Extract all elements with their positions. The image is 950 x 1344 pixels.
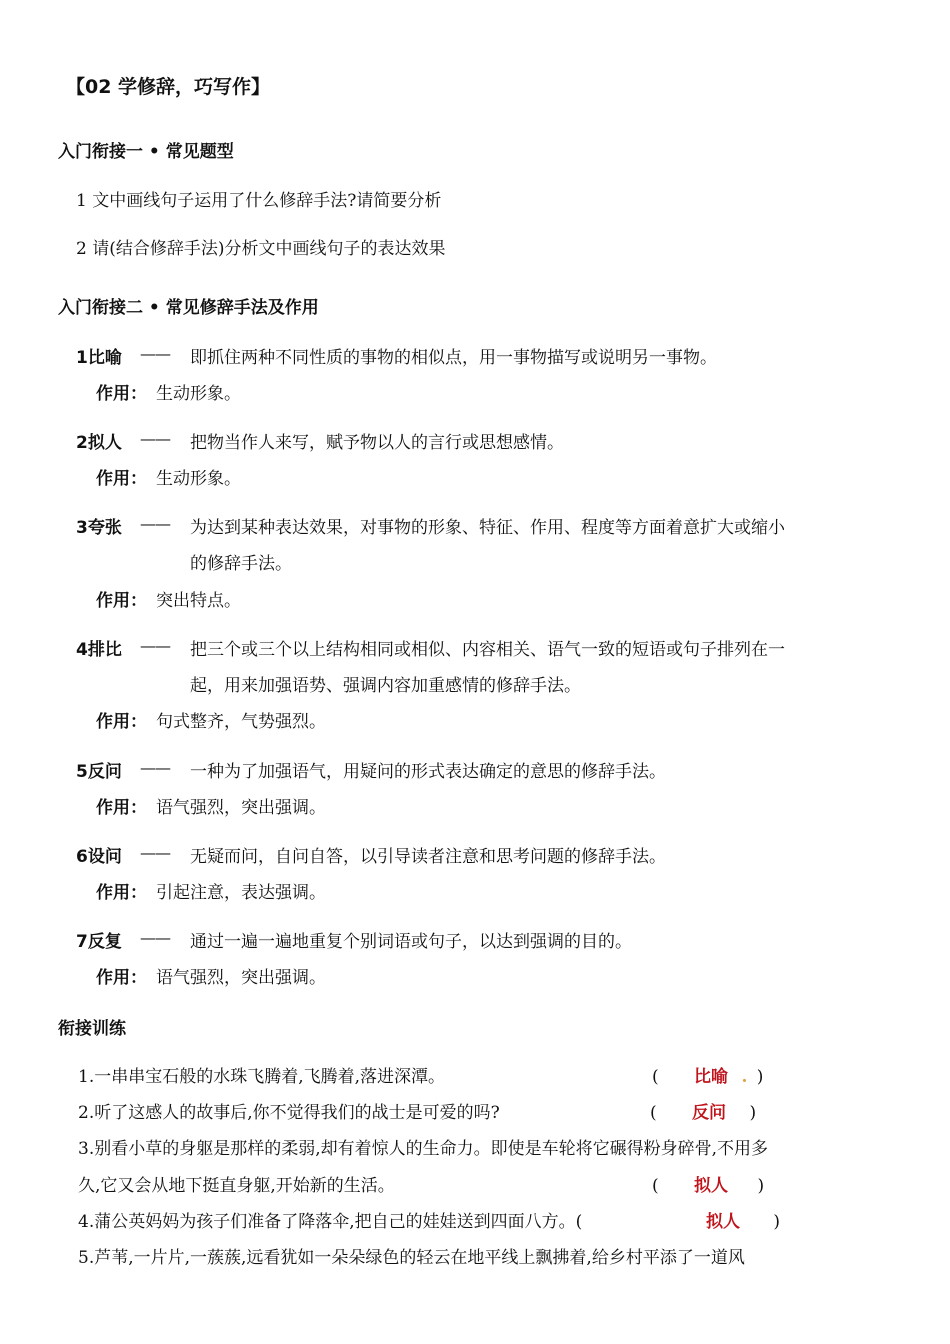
device-7-term: [76, 927, 122, 952]
exercise-3-line1: 3.别看小草的身躯是那样的柔弱,却有着惊人的生命力。即使是车轮将它碾得粉身碎骨,不用多: [78, 1139, 769, 1159]
answer-value: 拟人: [706, 1212, 740, 1232]
exercise-4-answer: [706, 1207, 780, 1232]
exercise-2: 2.听了这感人的故事后,你不觉得我们的战士是可爱的吗?: [78, 1103, 500, 1123]
device-1-effect: 生动形象。: [156, 384, 241, 404]
device-name: 拟人: [87, 433, 122, 453]
device-name: 排比: [87, 640, 122, 660]
effect-label: 作用：: [96, 798, 147, 818]
effect-label: 作用：: [96, 883, 147, 903]
device-2-term: [76, 428, 122, 453]
effect-label: 作用：: [96, 469, 147, 489]
paren-close: ): [757, 1176, 765, 1196]
device-6-term: [76, 842, 122, 867]
exercise-1-answer: [652, 1062, 763, 1087]
device-3-def-line2: 的修辞手法。: [190, 554, 292, 574]
device-3-def-line1: 为达到某种表达效果，对事物的形象、特征、作用、程度等方面着意扩大或缩小: [190, 518, 785, 538]
answer-value: 反问: [692, 1103, 727, 1123]
effect-label: 作用：: [96, 968, 147, 988]
exercise-4: 4.蒲公英妈妈为孩子们准备了降落伞,把自己的娃娃送到四面八方。(: [78, 1212, 583, 1232]
paren-open: (: [652, 1176, 659, 1196]
training-heading: 衔接训练: [58, 1019, 126, 1039]
answer-value: 比喻: [694, 1067, 729, 1087]
paren-close: ): [756, 1067, 764, 1087]
device-5-term: [76, 757, 122, 782]
section1-heading: 入门衔接一 • 常见题型: [58, 142, 234, 162]
exercise-3-line2: 久,它又会从地下挺直身躯,开始新的生活。: [78, 1176, 395, 1196]
paren-open: (: [652, 1067, 659, 1087]
device-1-def: 即抓住两种不同性质的事物的相似点，用一事物描写或说明另一事物。: [190, 348, 717, 368]
dash: ——: [140, 429, 170, 448]
device-name: 设问: [87, 847, 122, 867]
exercise-2-answer: [650, 1098, 756, 1123]
device-6-effect: 引起注意，表达强调。: [156, 883, 326, 903]
effect-label: 作用：: [96, 591, 147, 611]
device-4-def-line1: 把三个或三个以上结构相同或相似、内容相关、语气一致的短语或句子排列在一: [190, 640, 785, 660]
device-num: 4: [76, 640, 88, 660]
device-name: 反问: [87, 762, 122, 782]
device-name: 反复: [87, 932, 122, 952]
device-num: 6: [76, 847, 88, 867]
dash: ——: [140, 636, 170, 655]
exercise-5: 5.芦苇,一片片,一蔟蔟,远看犹如一朵朵绿色的轻云在地平线上飘拂着,给乡村平添了一道风: [78, 1248, 745, 1268]
answer-dot: .: [741, 1067, 748, 1087]
effect-label: 作用：: [96, 712, 147, 732]
dash: ——: [140, 928, 170, 947]
dash: ——: [140, 758, 170, 777]
device-num: 5: [76, 762, 88, 782]
device-num: 7: [76, 932, 88, 952]
effect-label: 作用：: [96, 384, 147, 404]
paren-open: (: [650, 1103, 657, 1123]
exercise-1: 1.一串串宝石般的水珠飞腾着,飞腾着,落进深潭。: [78, 1067, 446, 1087]
dash: ——: [140, 843, 170, 862]
device-1-term: [76, 343, 122, 368]
device-7-def: 通过一遍一遍地重复个别词语或句子，以达到强调的目的。: [190, 932, 632, 952]
device-3-term: [76, 513, 122, 538]
section2-heading: 入门衔接二 • 常见修辞手法及作用: [58, 298, 319, 318]
question-2: 2 请(结合修辞手法)分析文中画线句子的表达效果: [76, 239, 446, 259]
device-4-effect: 句式整齐，气势强烈。: [156, 712, 326, 732]
question-1: 1 文中画线句子运用了什么修辞手法?请简要分析: [76, 191, 442, 211]
device-6-def: 无疑而问，自问自答，以引导读者注意和思考问题的修辞手法。: [190, 847, 666, 867]
device-2-def: 把物当作人来写，赋予物以人的言行或思想感情。: [190, 433, 564, 453]
device-name: 夸张: [87, 518, 122, 538]
device-4-def-line2: 起，用来加强语势、强调内容加重感情的修辞手法。: [190, 676, 581, 696]
device-num: 3: [76, 518, 88, 538]
paren-close: ): [749, 1103, 757, 1123]
device-5-def: 一种为了加强语气，用疑问的形式表达确定的意思的修辞手法。: [190, 762, 666, 782]
device-7-effect: 语气强烈，突出强调。: [156, 968, 326, 988]
device-num: 2: [76, 433, 88, 453]
device-3-effect: 突出特点。: [156, 591, 241, 611]
dash: ——: [140, 344, 170, 363]
device-name: 比喻: [87, 348, 122, 368]
paren-close: ): [773, 1212, 781, 1232]
device-4-term: [76, 635, 122, 660]
answer-value: 拟人: [694, 1176, 729, 1196]
page-title: 【02 学修辞，巧写作】: [66, 76, 271, 98]
exercise-3-answer: [652, 1171, 764, 1196]
device-5-effect: 语气强烈，突出强调。: [156, 798, 326, 818]
dash: ——: [140, 514, 170, 533]
device-2-effect: 生动形象。: [156, 469, 241, 489]
device-num: 1: [76, 348, 88, 368]
